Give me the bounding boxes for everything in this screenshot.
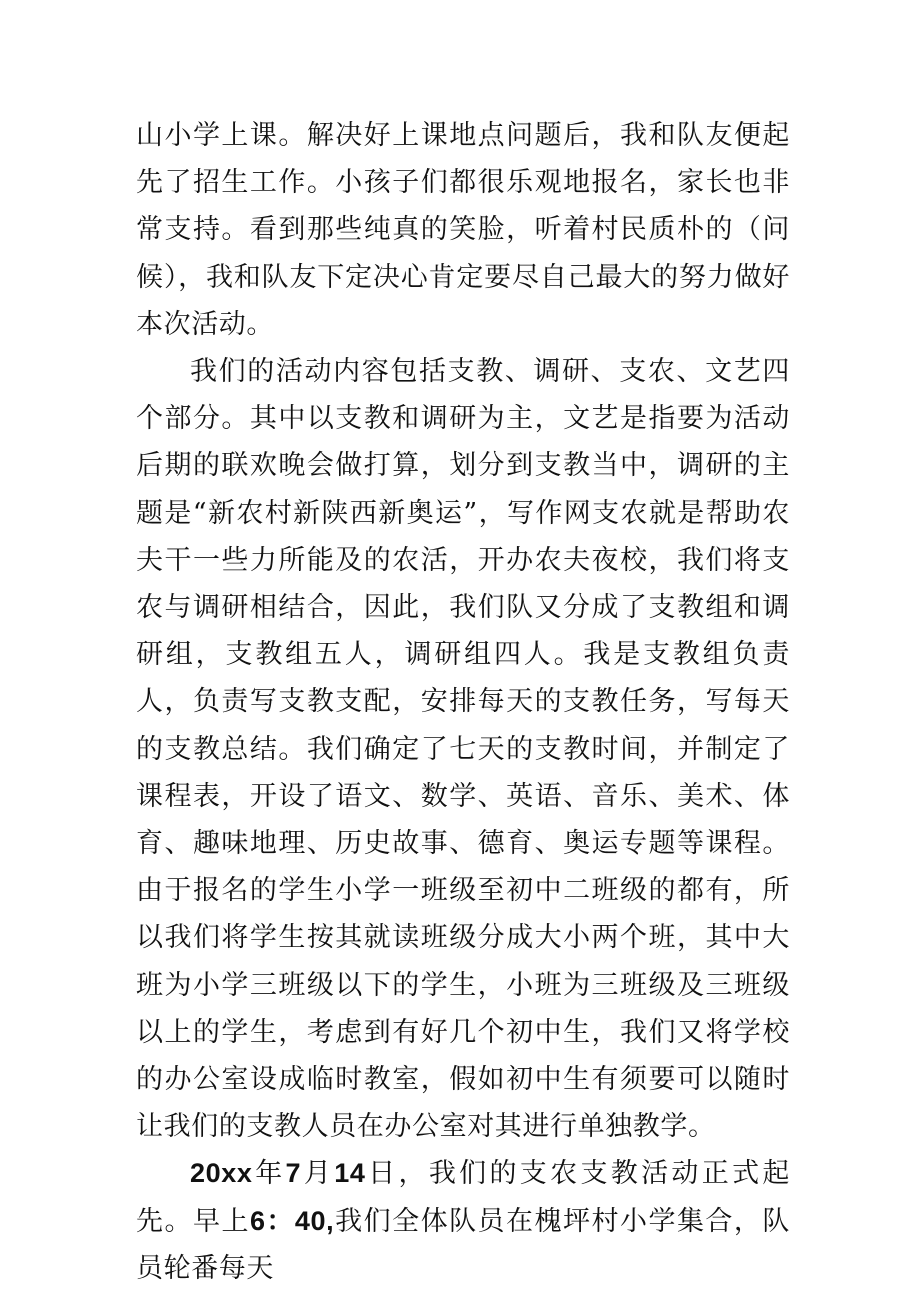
date-year-suffix: 年: [252, 1158, 286, 1190]
date-day: 14: [334, 1158, 366, 1189]
paragraph-3-text-a: 日，我们的支农支教活动正式起先。早上: [136, 1158, 790, 1237]
date-year: 20xx: [190, 1158, 253, 1189]
paragraph-1: 山小学上课。解决好上课地点问题后，我和队友便起先了招生工作。小孩子们都很乐观地报名，家长也非常支持。看到那些纯真的笑脸，听着村民质朴的（问候），我和队友下定决心肯定要尽自己最大的努力做好本次活动。: [136, 120, 790, 340]
date-month-suffix: 月: [301, 1158, 335, 1190]
document-page: [136, 112, 790, 1292]
paragraph-3-text-b: 我们全体队员在槐坪村小学集合，队员轮番每天: [136, 1205, 790, 1284]
paragraph-2: 我们的活动内容包括支教、调研、支农、文艺四个部分。其中以支教和调研为主，文艺是指要为活动后期的联欢晚会做打算，划分到支教当中，调研的主题是“新农村新陕西新奥运”，写作网支农就是帮助农夫干一些力所能及的农活，开办农夫夜校，我们将支农与调研相结合，因此，我们队又分成了支教组和调研组，支教组五人，调研组四人。我是支教组负责人，负责写支教支配，安排每天的支教任务，写每天的支教总结。我们确定了七天的支教时间，并制定了课程表，开设了语文、数学、英语、音乐、美术、体育、趣味地理、历史故事、德育、奥运专题等课程。由于报名的学生小学一班级至初中二班级的都有，所以我们将学生按其就读班级分成大小两个班，其中大班为小学三班级以下的学生，小班为三班级及三班级以上的学生，考虑到有好几个初中生，我们又将学校的办公室设成临时教室，假如初中生有须要可以随时让我们的支教人员在办公室对其进行单独教学。: [136, 356, 790, 1143]
paragraph-3: [136, 1150, 790, 1292]
date-month: 7: [285, 1158, 302, 1189]
time-value: 6：40,: [249, 1205, 335, 1236]
